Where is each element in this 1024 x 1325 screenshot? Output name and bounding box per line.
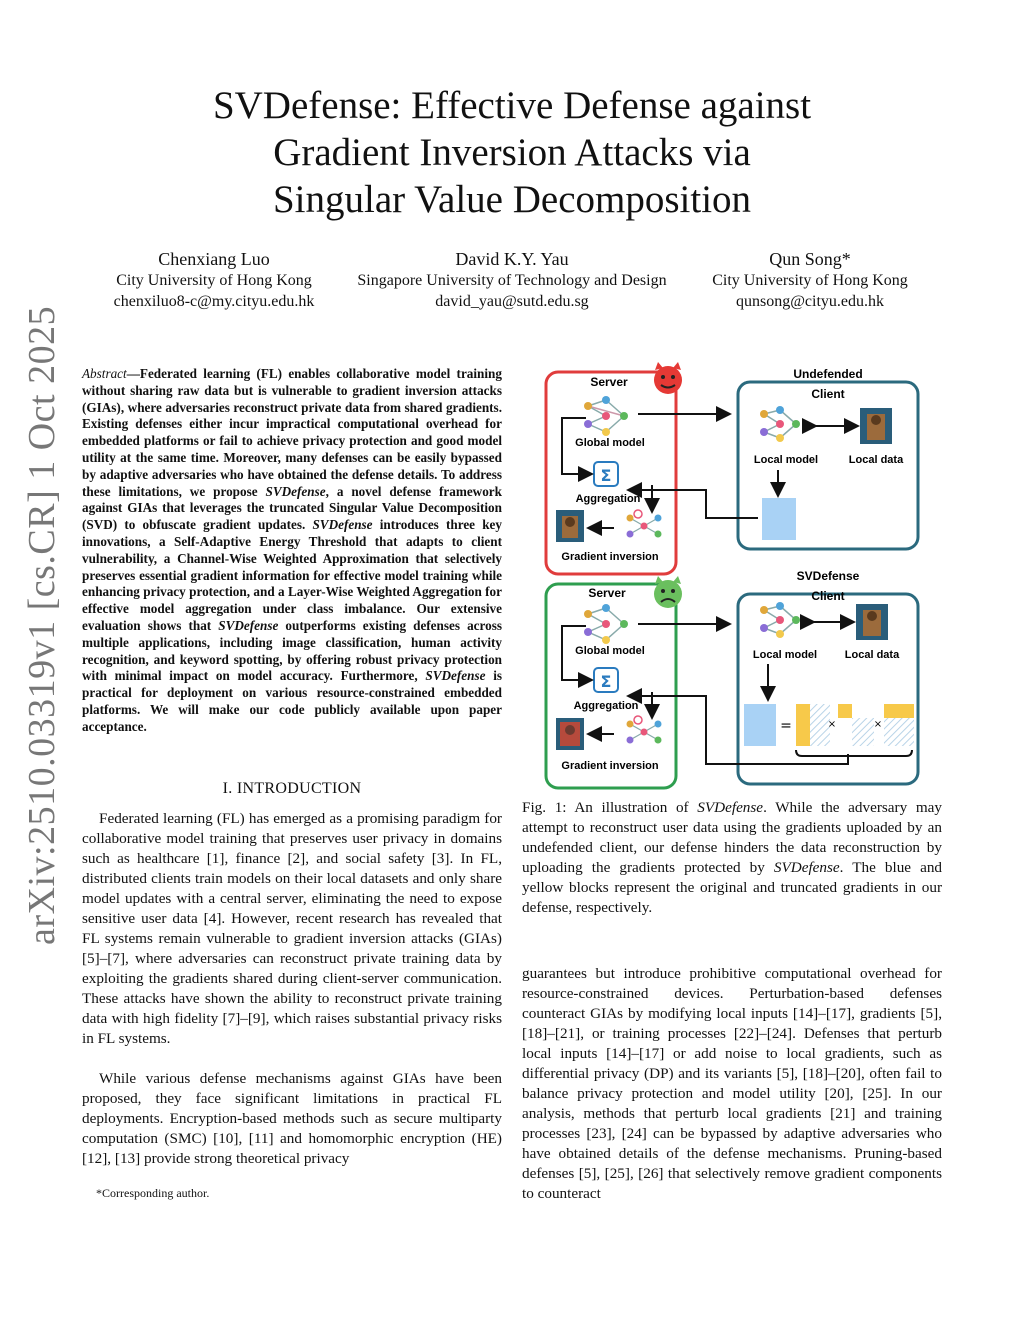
- author-block-3: [680, 248, 940, 312]
- figure-1-diagram: [522, 362, 942, 792]
- abstract-text: —Federated learning (FL) enables collaborative model training without sharing raw data but is vulnerable to gradient inversion attacks (GIAs), where adversaries reconstruct private data from shared gradients. Existing defenses either incur impractical computational overhead for embedded platforms or fail to achieve privacy protection and good model utility at the same time. Moreover, many defenses can be easily bypassed by adaptive adversaries who have obtained the defense details. To address these limitations, we propose: [82, 366, 502, 499]
- author-block-1: [84, 248, 344, 312]
- author-email[interactable]: qunsong@cityu.edu.hk: [735, 293, 885, 310]
- discarded-s-block: [852, 718, 874, 746]
- global-model-label: Global model: [575, 645, 645, 657]
- attack-model-icon: [627, 510, 662, 538]
- method-name: SVDefense: [218, 617, 279, 633]
- gradient-inversion-label: Gradient inversion: [561, 760, 659, 772]
- sigma-symbol: Σ: [600, 672, 612, 691]
- times-sign: ×: [827, 719, 837, 730]
- method-name: SVDefense: [312, 517, 373, 533]
- author-email[interactable]: david_yau@sutd.edu.sg: [435, 293, 589, 310]
- local-model-label: Local model: [753, 454, 819, 466]
- server-label: Server: [588, 586, 626, 600]
- paper-title: [112, 82, 912, 223]
- caption-text: . While the adversary may attempt to reconstruct user data using the gradients uploaded by an undefended client, our defense hinders the data reconstruction by uploading the gradients protected by: [522, 799, 942, 876]
- section-heading: I. INTRODUCTION: [222, 780, 362, 797]
- author-name: Qun Song*: [769, 249, 851, 269]
- author-email[interactable]: chenxiluo8-c@my.cityu.edu.hk: [113, 293, 315, 310]
- aggregation-label: Aggregation: [573, 700, 639, 712]
- local-data-label: Local data: [848, 454, 904, 466]
- footnote: *Corresponding author.: [96, 1186, 210, 1200]
- gradient-inversion-label: Gradient inversion: [561, 551, 659, 563]
- method-name: SVDefense: [773, 859, 840, 876]
- abstract-lead: Abstract: [82, 366, 127, 381]
- truncated-s-block: [838, 704, 852, 718]
- author-affiliation: City University of Hong Kong: [116, 272, 312, 289]
- author-name: Chenxiang Luo: [158, 249, 270, 269]
- method-name: SVDefense: [697, 799, 764, 816]
- author-affiliation: City University of Hong Kong: [712, 272, 908, 289]
- method-name: SVDefense: [425, 668, 486, 684]
- local-model-label: Local model: [752, 649, 818, 661]
- failed-reconstruction-icon: [556, 718, 584, 750]
- global-model-network-icon: [584, 604, 628, 644]
- times-sign: ×: [873, 719, 883, 730]
- local-data-image-icon: [856, 604, 888, 640]
- local-data-label: Local data: [844, 649, 900, 661]
- arxiv-identifier: arXiv:2510.03319v1 [cs.CR] 1 Oct 2025: [21, 305, 63, 945]
- title-line-3: Singular Value Decomposition: [272, 178, 752, 221]
- abstract-text: is practical for deployment on various resource-constrained embedded platforms. We will make our code publicly available upon paper acceptance.: [82, 668, 503, 734]
- truncated-u-block: [796, 704, 810, 746]
- truncated-v-block: [884, 704, 914, 718]
- right-column-paragraph: guarantees but introduce prohibitive computational overhead for resource-constrained devices. Perturbation-based defenses counteract GIAs by modifying local inputs [14]–[17], gradients [5], [18]–[21], or training processes [22]–[24]. Defenses that perturb local inputs [14]–[17] or add noise to local gradients, such as differential privacy (DP) and its variants [5], [18]–[20], often fail to balance privacy protection and model utility [20], [25]. In our analysis, methods that perturb local gradients [21] and training processes [23], [24] can be bypassed by adaptive adversaries who have obtained details of the defense mechanisms. Pruning-based defenses [5], [25], [26] that selectively remove gradient components to counteract: [522, 965, 942, 1202]
- global-model-label: Global model: [575, 437, 645, 449]
- client-label: Client: [811, 387, 845, 401]
- abstract-text: outperforms existing defenses across multiple applications, including image classification, human activity recognition, and keyword spotting, by offering robust privacy protection with minimal impact on model accuracy. Furthermore,: [82, 617, 502, 684]
- intro-paragraph-2: While various defense mechanisms against GIAs have been proposed, they face significant limitations in practical FL deployments. Encryption-based methods such as secure multiparty computation (SMC) [10], [11] and homomorphic encryption (HE) [12], [13] provide strong theoretical privacy: [82, 1070, 502, 1167]
- reconstructed-image-icon: [556, 510, 584, 542]
- abstract-text: introduces three key innovations, a Self-Adaptive Energy Threshold that adapts to client vulnerability, a Channel-Wise Weighted Approximation that selectively preserves essential gradient information for effective model training while enhancing privacy protection, and a Layer-Wise Weighted Aggregation for effective model aggregation under class imbalance. Our extensive evaluation shows that: [82, 517, 502, 633]
- method-name: SVDefense: [265, 483, 326, 499]
- devil-emoji-icon: [654, 362, 682, 394]
- local-model-network-icon: [760, 602, 800, 638]
- undefended-heading: Undefended: [793, 367, 863, 381]
- server-label: Server: [590, 375, 628, 389]
- caption-label: Fig. 1:: [522, 799, 567, 816]
- sad-devil-emoji-icon: [654, 576, 682, 608]
- figure-caption: [522, 798, 942, 918]
- author-name: David K.Y. Yau: [455, 249, 569, 269]
- author-affiliation: Singapore University of Technology and Design: [357, 272, 667, 289]
- local-data-image-icon: [860, 408, 892, 444]
- caption-text: . The blue and yellow blocks represent the original and truncated gradients in our defense, respectively.: [522, 859, 943, 916]
- abstract-text: , a novel defense framework against GIAs that leverages the truncated Singular Value Decomposition (SVD) to obfuscate gradient updates.: [82, 483, 502, 533]
- local-model-network-icon: [760, 406, 800, 442]
- sigma-symbol: Σ: [600, 466, 612, 485]
- intro-paragraph-1: Federated learning (FL) has emerged as a promising paradigm for collaborative model training that preserves user privacy in domains such as healthcare [1], finance [2], and social safety [3]. In FL, distributed clients train models on their local datasets and only share model updates with a central server, eliminating the need to expose sensitive user data [4]. However, recent research has revealed that FL systems remain vulnerable to gradient inversion attacks (GIAs) [5]–[7], where adversaries can reconstruct private training data by exploiting the gradients shared during client-server communication. These attacks have shown the ability to reconstruct private training data with high fidelity [7]–[9], which raises substantial privacy risks in FL systems.: [82, 810, 502, 1047]
- original-gradient-block: [744, 704, 776, 746]
- brace: [796, 750, 912, 756]
- abstract: [82, 366, 502, 736]
- equals-sign: =: [780, 718, 792, 734]
- aggregation-label: Aggregation: [575, 493, 641, 505]
- caption-text: An illustration of: [566, 799, 698, 816]
- attack-model-icon: [627, 716, 662, 744]
- global-model-network-icon: [584, 396, 628, 436]
- title-line-1: SVDefense: Effective Defense against: [212, 84, 812, 127]
- svdefense-heading: SVDefense: [796, 569, 860, 583]
- title-line-2: Gradient Inversion Attacks via: [273, 131, 751, 174]
- discarded-v-block: [884, 718, 914, 746]
- original-gradient-block: [762, 498, 796, 540]
- client-label: Client: [811, 589, 845, 603]
- author-block-2: [342, 248, 682, 312]
